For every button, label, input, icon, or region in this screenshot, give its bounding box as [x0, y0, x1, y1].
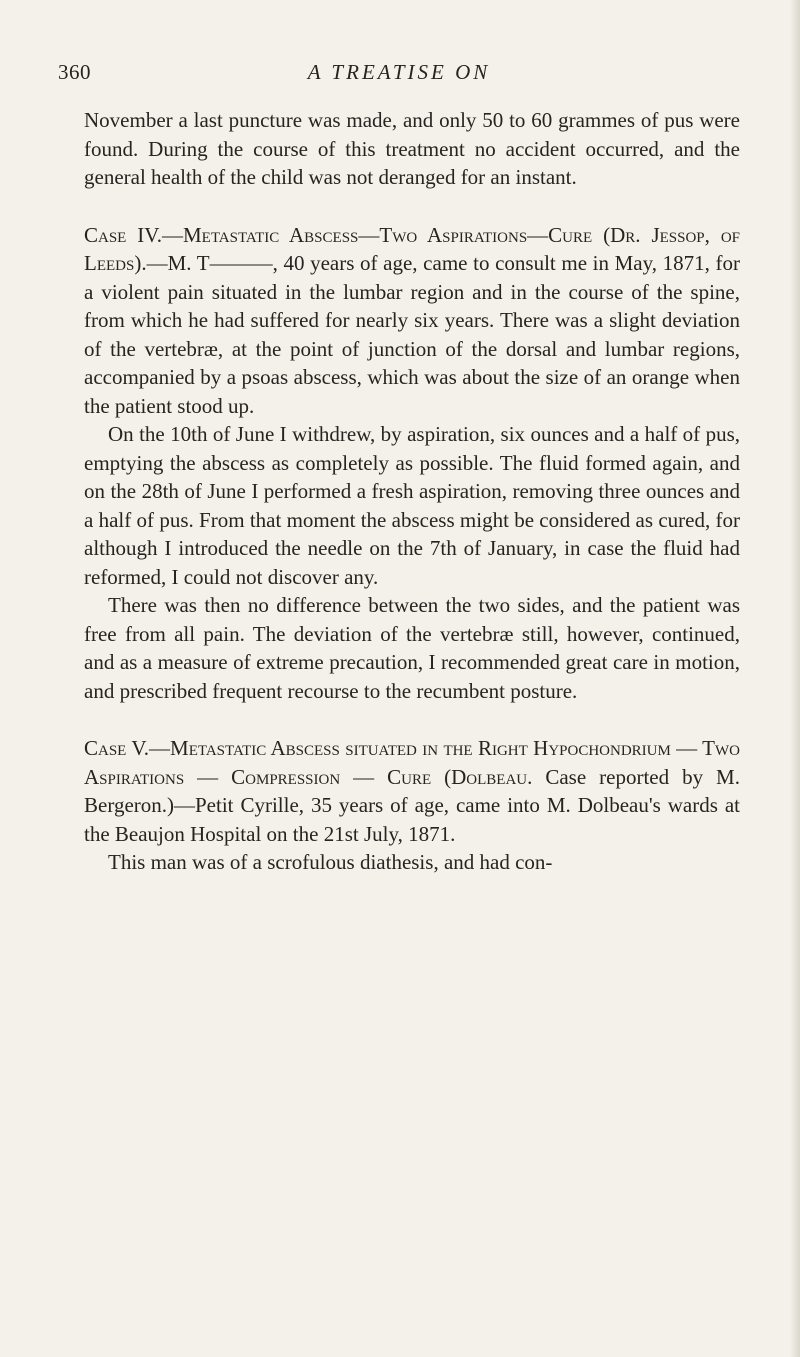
paragraph-final: This man was of a scrofulous diathesis, and had con- — [108, 850, 553, 874]
page-body — [84, 106, 740, 877]
page-number: 360 — [58, 60, 91, 84]
paragraph-outcome: There was then no difference between the two sides, and the patient was free from all pain. The deviation of the vertebræ still, however, continued, and as a measure of extreme precaution, I recommended great care in motion, and prescribed frequent recourse to the recumbent posture. — [84, 593, 740, 703]
page-edge-shadow — [790, 0, 800, 1357]
page-header — [58, 56, 740, 90]
paragraph-aspiration: On the 10th of June I withdrew, by aspiration, six ounces and a half of pus, emptying the abscess as completely as possible. The fluid formed again, and on the 28th of June I performed a fresh aspiration, removing three ounces and a half of pus. From that moment the abscess might be considered as cured, for although I introduced the needle on the 7th of January, in case the fluid had reformed, I could not discover any. — [84, 422, 740, 589]
case-v-paragraph — [84, 734, 740, 848]
case-iv-heading: Case IV.—Metastatic Abscess—Two Aspirations—Cure (Dr. Jessop, of Leeds). — [84, 222, 740, 275]
case-v-heading: Case V.—Metastatic Abscess situated in the Right Hypochondrium — Two Aspirations — Compression — Cure (Dolbeau. — [84, 736, 740, 789]
case-iv-paragraph — [84, 221, 740, 421]
case-v-text: Case reported by M. Bergeron.)—Petit Cyrille, 35 years of age, came into M. Dolbeau's wards at the Beaujon Hospital on the 21st July, 1871. — [84, 764, 740, 846]
paragraph-continuation: November a last puncture was made, and only 50 to 60 grammes of pus were found. During the course of this treatment no accident occurred, and the general health of the child was not deranged for an instant. — [84, 108, 740, 189]
case-iv-text: —M. T———, 40 years of age, came to consult me in May, 1871, for a violent pain situated in the lumbar region and in the course of the spine, from which he had suffered for nearly six years. There was a slight deviation of the vertebræ, at the point of junction of the dorsal and lumbar regions, accompanied by a psoas abscess, which was about the size of an orange when the patient stood up. — [84, 251, 740, 418]
running-title: A TREATISE ON — [307, 60, 491, 84]
